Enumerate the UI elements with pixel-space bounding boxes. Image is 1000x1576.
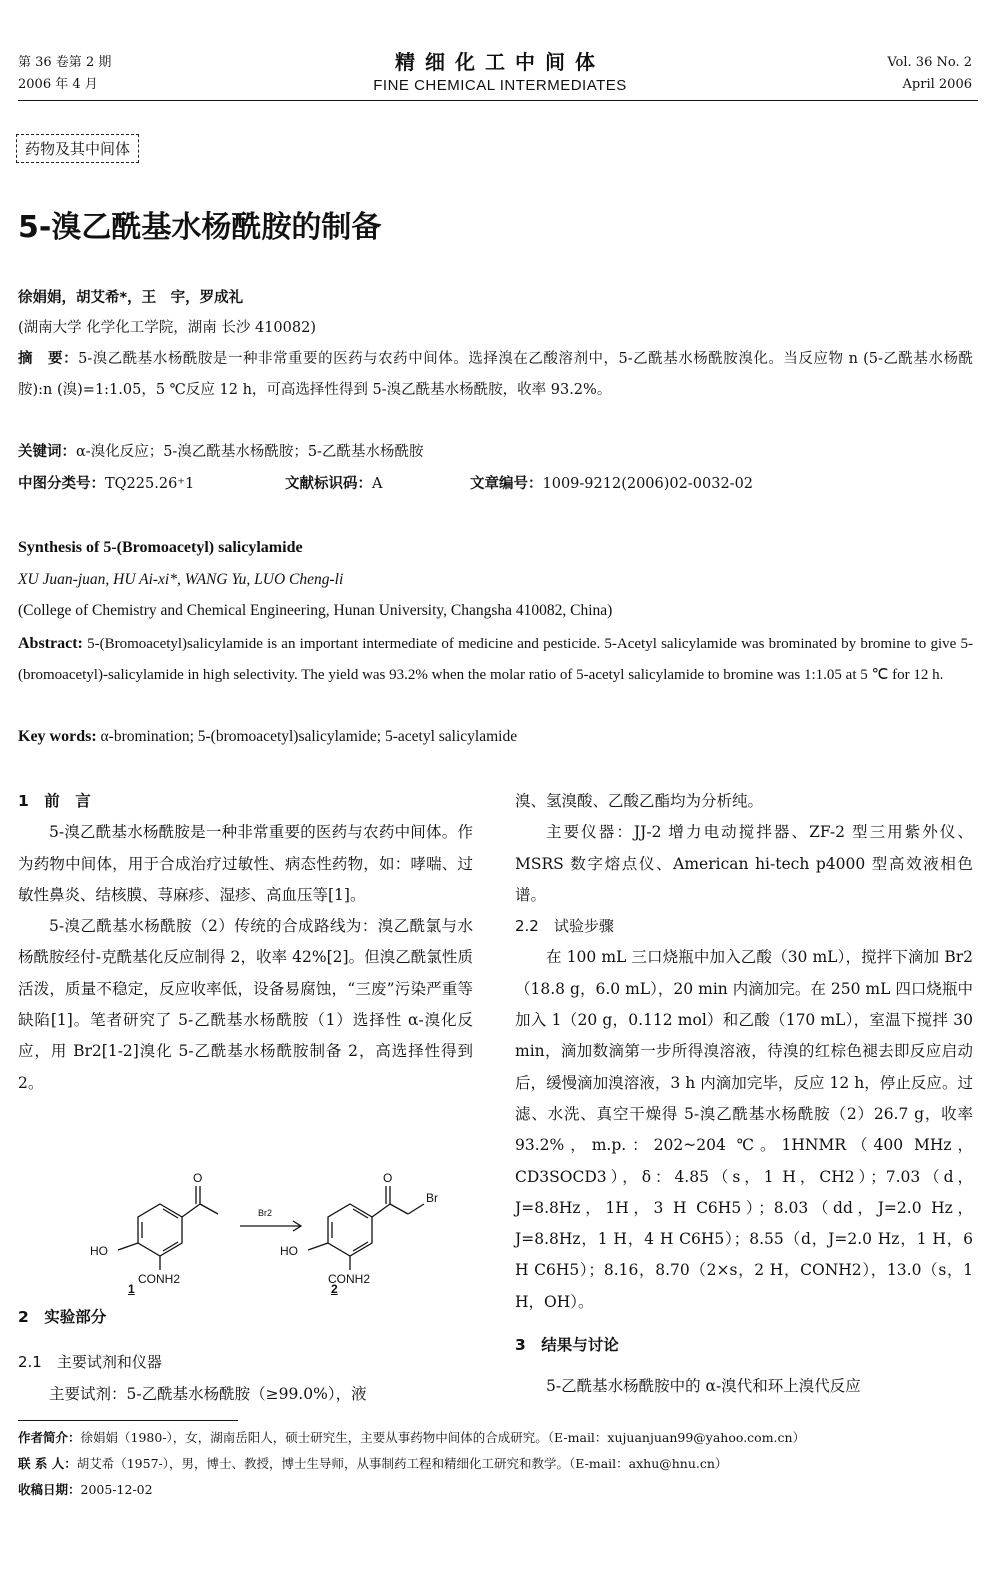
compound-2-oxygen: O [383,1171,393,1185]
section-3-paragraph-1: 5-乙酰基水杨酰胺中的 α-溴代和环上溴代反应 [546,1377,861,1396]
section-2-2-paragraph-1: 在 100 mL 三口烧瓶中加入乙酸（30 mL），搅拌下滴加 Br2（18.8 g，6.0 mL），20 min 内滴加完。在 250 mL 四口烧瓶中加入 1（20 g，0.112 mol）和乙酸（170 mL），室温下搅拌 30 min，滴加数滴第一步所得溴溶液，待溴的红棕色褪去即反应启动后，缓慢滴加溴溶液，3 h 内滴加完毕，反应 12 h，停止反应。过滤、水洗、真空干燥得 5-溴乙酰基水杨酰胺（2）26.7 g，收率 93.2%，m.p.：202~204 ℃。1HNMR（400 MHz，CD3SOCD3），δ：4.85（s，1 H，CH2）；7.03（d，J=8.8Hz，1H，3 H C6H5）；8.03（dd，J=2.0 Hz，J=8.8Hz，1 H，4 H C6H5）；8.55（d，J=2.0 Hz，1 H，6 H C6H5）；8.16，8.70（2×s，2 H，CONH2），13.0（s，1 H，OH）。 [515,948,973,1311]
date-zh: 2006 年 4 月 [18,77,98,92]
clc-value: TQ225.26⁺1 [105,476,195,492]
footnote-bio [18,1426,805,1450]
section-2-1-title: 2.1 主要试剂和仪器 [18,1353,162,1372]
section-1-paragraph-2: 5-溴乙酰基水杨酰胺（2）传统的合成路线为：溴乙酰氯与水杨酰胺经付-克酰基化反应制得 2，收率 42%[2]。但溴乙酰氯性质活泼，质量不稳定，反应收率低，设备易腐蚀，“三废”污染严重等缺陷[1]。笔者研究了 5-乙酰基水杨酰胺（1）选择性 α-溴化反应，用 Br2[1-2]溴化 5-乙酰基水杨酰胺制备 2，高选择性得到 2。 [18,917,473,1092]
paper-title: 5-溴乙酰基水杨酰胺的制备 [18,210,382,245]
right-column [515,786,973,1403]
section-tag: 药物及其中间体 [16,134,139,163]
header-volume-en [887,52,972,96]
section-1-paragraph-1: 5-溴乙酰基水杨酰胺是一种非常重要的医药与农药中间体。作为药物中间体，用于合成治疗过敏性、病态性药物，如：哮喘、过敏性鼻炎、结核膜、荨麻疹、湿疹、高血压等[1]。 [18,823,473,904]
compound-2-amide: CONH2 [328,1272,371,1286]
article-number [470,474,753,494]
contact-text: 胡艾希（1957-），男，博士、教授，博士生导师，从事制药工程和精细化工研究和教学。（E-mail：axhu@hnu.cn） [76,1456,728,1471]
bio-text: 徐娟娟（1980-），女，湖南岳阳人，硕士研究生，主要从事药物中间体的合成研究。（E-mail：xujuanjuan99@yahoo.com.cn） [80,1430,806,1445]
compound-1-oxygen: O [193,1171,203,1185]
received-date: 2005-12-02 [80,1482,153,1497]
volume-issue-zh: 第 36 卷第 2 期 [18,55,112,70]
compound-2-hydroxyl: HO [280,1244,298,1258]
left-column-bottom [18,1302,473,1410]
compound-1-number: 1 [128,1282,135,1296]
compound-1-ring [138,1204,182,1256]
section-2-1-paragraph-1a: 主要试剂：5-乙酰基水杨酰胺（≥99.0%），液 [49,1384,367,1403]
footnote-contact [18,1452,727,1476]
abstract-zh-label: 摘 要： [18,351,79,367]
authors-en: XU Juan-juan, HU Ai-xi*, WANG Yu, LUO Cheng-li [18,571,344,588]
section-2-1-paragraph-1b: 溴、氢溴酸、乙酸乙酯均为分析纯。 [515,792,764,810]
section-2-1-paragraph-2: 主要仪器：JJ-2 增力电动搅拌器、ZF-2 型三用紫外仪、MSRS 数字熔点仪、American hi-tech p4000 型高效液相色谱。 [515,823,973,904]
compound-2-bromine: Br [426,1191,438,1205]
title-en: Synthesis of 5-(Bromoacetyl) salicylamide [18,539,303,556]
bio-label: 作者简介： [18,1430,81,1445]
abstract-en-text: 5-(Bromoacetyl)salicylamide is an important intermediate of medicine and pesticide. 5-Acetyl salicylamide was brominated by bromine to give 5-(bromoacetyl)-salicylamide in high selectivity. The yield was 93.2% when the molar ratio of 5-acetyl salicylamide to bromine was 1:1.05 at 5 ℃ for 12 h. [18,636,974,683]
reagent-label: Br2 [258,1208,273,1218]
journal-masthead [0,46,1000,94]
reaction-scheme [60,1166,460,1294]
affiliation-zh: (湖南大学 化学化工学院，湖南 长沙 410082) [18,320,316,336]
compound-1-amide: CONH2 [138,1272,181,1286]
doc-value: A [372,476,383,492]
section-2-2-title: 2.2 试验步骤 [515,917,614,936]
clc-label: 中图分类号： [18,476,105,492]
doc-code [285,474,382,494]
volume-issue-en: Vol. 36 No. 2 [887,55,972,70]
section-1-title: 1 前 言 [18,792,91,810]
received-label: 收稿日期： [18,1482,81,1497]
compound-2-ring [328,1204,372,1256]
abstract-en-label: Abstract: [18,635,83,652]
article-value: 1009-9212(2006)02-0032-02 [542,476,754,492]
keywords-en [18,727,517,747]
keywords-en-text: α-bromination; 5-(bromoacetyl)salicylamide; 5-acetyl salicylamide [100,728,518,745]
journal-name-zh: 精细化工中间体 [395,50,605,74]
keywords-zh [18,442,423,462]
doc-label: 文献标识码： [285,476,372,492]
authors-zh: 徐娟娟，胡艾希*，王 宇，罗成礼 [18,290,244,306]
section-2-title: 2 实验部分 [18,1308,107,1326]
left-column-top [18,786,473,1099]
header-rule [18,100,978,101]
abstract-zh-text: 5-溴乙酰基水杨酰胺是一种非常重要的医药与农药中间体。选择溴在乙酸溶剂中，5-乙酰基水杨酰胺溴化。当反应物 n (5-乙酰基水杨酰胺):n (溴)=1:1.05，5 ℃反应 12 h，可高选择性得到 5-溴乙酰基水杨酰胺，收率 93.2%。 [18,351,973,398]
compound-2-number: 2 [331,1282,338,1296]
affiliation-en: (College of Chemistry and Chemical Engineering, Hunan University, Changsha 410082, China) [18,602,613,619]
article-label: 文章编号： [470,476,543,492]
keywords-en-label: Key words: [18,728,97,745]
classification-line [18,474,194,494]
abstract-en [18,628,973,691]
footnote-rule [18,1420,238,1421]
keywords-zh-label: 关键词： [18,444,76,460]
contact-label: 联 系 人： [18,1456,77,1471]
footnote-received [18,1478,153,1502]
keywords-zh-text: α-溴化反应；5-溴乙酰基水杨酰胺；5-乙酰基水杨酰胺 [76,444,424,460]
section-3-title: 3 结果与讨论 [515,1336,619,1355]
journal-name-en: FINE CHEMICAL INTERMEDIATES [373,77,627,94]
abstract-zh [18,344,973,406]
date-en: April 2006 [902,77,972,92]
compound-1-hydroxyl: HO [90,1244,108,1258]
